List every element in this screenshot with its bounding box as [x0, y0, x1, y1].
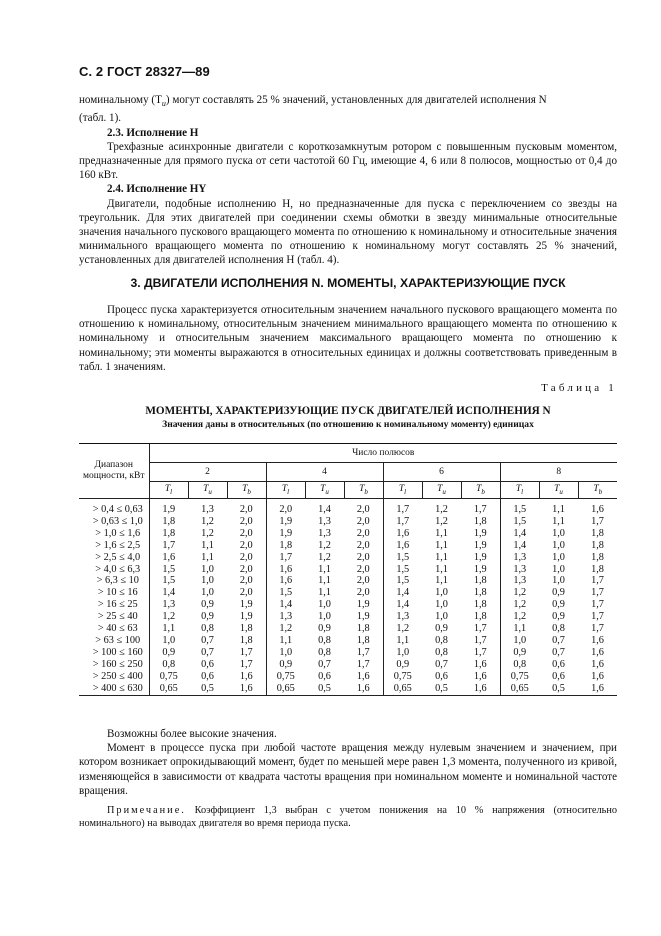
value-cell: 1,3 [318, 527, 331, 539]
value-cell: 1,0 [266, 647, 305, 659]
value-cell: 1,7 [473, 504, 487, 515]
value-cell: 1,2 [435, 504, 448, 515]
section-2-4-title: 2.4. Исполнение НY [107, 183, 207, 196]
intro-line-2: (табл. 1). [79, 112, 122, 125]
value-cell: 1,7 [356, 658, 370, 670]
table-row [79, 611, 617, 623]
value-cell: 0,65 [266, 683, 305, 695]
range-cell: > 4,0 ≤ 6,3 [95, 563, 141, 575]
page-header: С. 2 ГОСТ 28327—89 [79, 64, 210, 79]
value-cell: 1,1 [149, 623, 188, 635]
range-header-text: Диапазон мощности, кВт [83, 460, 145, 481]
value-cell: 0,65 [500, 683, 539, 695]
value-cell: 1,2 [435, 515, 448, 527]
value-cell: 1,8 [473, 611, 487, 623]
value-cell: 1,2 [500, 599, 539, 611]
value-cell: 1,6 [591, 658, 604, 670]
value-cell: 0,6 [201, 658, 214, 670]
value-cell: 1,5 [383, 564, 422, 576]
value-cell: 0,8 [552, 623, 565, 635]
symbol-subscript: u [442, 487, 446, 496]
symbol-header [305, 482, 344, 499]
poles-header [149, 444, 617, 463]
value-cell: 0,7 [201, 634, 214, 646]
value-cell: 1,7 [473, 634, 487, 646]
range-cell: > 100 ≤ 160 [92, 646, 143, 658]
value-cell: 1,9 [473, 563, 487, 575]
value-cell: 0,7 [552, 634, 565, 646]
value-cell: 1,5 [500, 499, 539, 516]
value-cell: 1,7 [591, 611, 604, 623]
symbol-subscript: b [364, 487, 368, 496]
value-cell: 1,6 [473, 658, 487, 670]
value-cell: 1,5 [500, 516, 539, 528]
higher-values-note: Возможны более высокие значения. [107, 728, 277, 740]
value-cell: 1,2 [383, 623, 422, 635]
value-cell: 2,0 [239, 504, 253, 515]
poles-2: 2 [149, 463, 266, 482]
value-cell: 1,0 [149, 635, 188, 647]
value-cell: 0,7 [552, 646, 565, 658]
value-cell: 0,5 [422, 683, 461, 695]
after-table-text [79, 727, 617, 830]
value-cell: 2,0 [239, 527, 253, 539]
value-cell: 1,6 [266, 575, 305, 587]
value-cell: 0,9 [266, 659, 305, 671]
value-cell: 1,3 [149, 599, 188, 611]
symbol-header [578, 482, 617, 499]
value-cell: 1,0 [201, 587, 214, 599]
value-cell: 1,6 [239, 670, 253, 682]
intro-continuation [79, 93, 617, 268]
symbol-subscript: u [325, 487, 329, 496]
value-cell: 1,0 [552, 563, 565, 575]
intro-line [79, 93, 617, 111]
start-torque-note: Момент в процессе пуска при любой частоте вращения между нулевым значением и значением, при котором возникает опрокидывающий момент, будет по меньшей мере равен 1,3 момента, полученного из кривой, изменяющейся в зависимости от квадрата частоты вращения при номинальном моменте и номинальной частоте вращения. [79, 742, 617, 797]
value-cell: 1,2 [318, 551, 331, 563]
symbol-main: T [320, 484, 326, 495]
value-cell: 0,5 [188, 683, 227, 695]
value-cell: 1,4 [500, 540, 539, 552]
value-cell: 1,7 [591, 515, 604, 527]
value-cell: 1,8 [473, 515, 487, 527]
symbol-subscript: b [481, 487, 485, 496]
symbol-main: T [437, 484, 443, 495]
value-cell: 1,1 [552, 515, 565, 527]
value-cell: 0,8 [318, 634, 331, 646]
value-cell: 2,0 [356, 504, 370, 515]
value-cell: 1,6 [461, 683, 500, 695]
value-cell: 1,2 [201, 527, 214, 539]
value-cell: 1,6 [227, 683, 266, 695]
value-cell: 0,6 [318, 670, 331, 682]
symbol-header [461, 482, 500, 499]
value-cell: 2,0 [239, 575, 253, 587]
value-cell: 0,6 [552, 670, 565, 682]
value-cell: 2,0 [266, 499, 305, 516]
value-cell: 2,0 [356, 563, 370, 575]
value-cell: 1,6 [591, 634, 604, 646]
value-cell: 0,9 [318, 623, 331, 635]
value-cell: 1,0 [552, 551, 565, 563]
range-cell: > 6,3 ≤ 10 [96, 575, 139, 587]
value-cell: 2,0 [356, 515, 370, 527]
value-cell: 0,8 [435, 646, 448, 658]
value-cell: 1,1 [435, 539, 448, 551]
range-cell: > 40 ≤ 63 [97, 623, 138, 635]
value-cell: 1,4 [266, 599, 305, 611]
symbol-main: T [515, 484, 522, 495]
range-cell: > 0,4 ≤ 0,63 [92, 504, 143, 515]
value-cell: 1,8 [149, 516, 188, 528]
value-cell: 1,2 [149, 611, 188, 623]
value-cell: 1,7 [473, 646, 487, 658]
symbol-subscript: l [170, 487, 173, 496]
range-cell: > 16 ≤ 25 [97, 599, 138, 611]
value-cell: 0,9 [201, 599, 214, 611]
value-cell: 1,1 [318, 587, 331, 599]
value-cell: 1,0 [552, 527, 565, 539]
value-cell: 1,0 [383, 647, 422, 659]
value-cell: 1,2 [201, 515, 214, 527]
remark [79, 804, 617, 830]
symbol-subscript: u [208, 487, 212, 496]
value-cell: 0,8 [435, 634, 448, 646]
value-cell: 0,6 [435, 670, 448, 682]
value-cell: 1,7 [591, 599, 604, 611]
value-cell: 1,6 [591, 646, 604, 658]
value-cell: 1,8 [239, 623, 253, 635]
value-cell: 1,5 [266, 587, 305, 599]
value-cell: 1,8 [239, 634, 253, 646]
value-cell: 1,0 [435, 599, 448, 611]
value-cell: 0,8 [149, 659, 188, 671]
value-cell: 0,5 [305, 683, 344, 695]
value-cell: 1,1 [201, 551, 214, 563]
range-cell: > 400 ≤ 630 [79, 683, 149, 695]
value-cell: 0,75 [266, 671, 305, 683]
value-cell: 1,8 [591, 551, 604, 563]
table-row [79, 599, 617, 611]
value-cell: 0,9 [201, 611, 214, 623]
symbol-subscript: l [404, 487, 407, 496]
symbol-main: T [281, 484, 288, 495]
value-cell: 0,8 [500, 659, 539, 671]
value-cell: 0,9 [149, 647, 188, 659]
value-cell: 1,7 [591, 575, 604, 587]
table-title: МОМЕНТЫ, ХАРАКТЕРИЗУЮЩИЕ ПУСК ДВИГАТЕЛЕЙ ИСПОЛНЕНИЯ N [145, 405, 551, 417]
value-cell: 2,0 [356, 575, 370, 587]
symbol-main: T [242, 484, 248, 495]
table-row [79, 499, 617, 516]
range-cell: > 250 ≤ 400 [92, 670, 143, 682]
value-cell: 1,1 [383, 635, 422, 647]
value-cell: 1,7 [591, 623, 604, 635]
poles-6: 6 [383, 463, 500, 482]
range-cell: > 25 ≤ 40 [97, 611, 138, 623]
value-cell: 0,75 [149, 671, 188, 683]
value-cell: 1,2 [500, 611, 539, 623]
symbol-main: T [476, 484, 482, 495]
value-cell: 1,9 [239, 611, 253, 623]
value-cell: 1,5 [149, 575, 188, 587]
value-cell: 1,0 [552, 575, 565, 587]
value-cell: 0,9 [552, 611, 565, 623]
poles-4: 4 [266, 463, 383, 482]
value-cell: 1,0 [552, 539, 565, 551]
range-cell: > 10 ≤ 16 [97, 587, 138, 599]
value-cell: 1,6 [344, 683, 383, 695]
value-cell: 0,5 [539, 683, 578, 695]
value-cell: 1,4 [318, 504, 331, 515]
symbol-subscript: b [598, 487, 603, 496]
value-cell: 1,9 [266, 516, 305, 528]
value-cell: 0,65 [383, 683, 422, 695]
value-cell: 0,7 [318, 658, 331, 670]
value-cell: 1,8 [266, 540, 305, 552]
value-cell: 1,0 [318, 611, 331, 623]
value-cell: 1,9 [473, 551, 487, 563]
value-cell: 2,0 [356, 527, 370, 539]
value-cell: 1,0 [435, 611, 448, 623]
value-cell: 1,8 [473, 599, 487, 611]
value-cell: 2,0 [356, 587, 370, 599]
value-cell: 1,1 [435, 575, 448, 587]
range-cell: > 0,63 ≤ 1,0 [92, 515, 143, 527]
table-subtitle: Значения даны в относительных (по отношению к номинальному моменту) единицах [162, 419, 534, 430]
value-cell: 0,6 [201, 670, 214, 682]
range-cell: > 1,6 ≤ 2,5 [95, 539, 141, 551]
value-cell: 1,3 [500, 564, 539, 576]
value-cell: 1,6 [356, 670, 370, 682]
symbol-main: T [398, 484, 405, 495]
intro-subscript: u [161, 99, 166, 109]
value-cell: 1,2 [318, 539, 331, 551]
value-cell: 1,8 [356, 623, 370, 635]
value-cell: 1,1 [435, 563, 448, 575]
value-cell: 1,5 [383, 552, 422, 564]
symbol-header [188, 482, 227, 499]
value-cell: 0,75 [500, 671, 539, 683]
value-cell: 1,4 [383, 587, 422, 599]
range-cell: > 160 ≤ 250 [92, 658, 143, 670]
value-cell: 0,8 [201, 623, 214, 635]
value-cell: 2,0 [356, 539, 370, 551]
section-2-3-title: 2.3. Исполнение Н [107, 126, 199, 139]
value-cell: 1,2 [500, 587, 539, 599]
range-cell: > 1,0 ≤ 1,6 [95, 527, 141, 539]
value-cell: 1,9 [473, 539, 487, 551]
value-cell: 0,7 [201, 646, 214, 658]
value-cell: 2,0 [239, 563, 253, 575]
value-cell: 1,3 [500, 575, 539, 587]
table-row [79, 623, 617, 635]
value-cell: 1,1 [500, 623, 539, 635]
table-row [79, 516, 617, 528]
value-cell: 1,7 [383, 499, 422, 516]
value-cell: 1,9 [266, 528, 305, 540]
value-cell: 0,9 [500, 647, 539, 659]
value-cell: 1,1 [266, 635, 305, 647]
value-cell: 1,8 [473, 587, 487, 599]
table-row [79, 528, 617, 540]
value-cell: 1,8 [356, 634, 370, 646]
value-cell: 1,9 [356, 599, 370, 611]
value-cell: 1,7 [149, 540, 188, 552]
value-cell: 1,7 [383, 516, 422, 528]
value-cell: 1,6 [578, 683, 617, 695]
value-cell: 2,0 [239, 587, 253, 599]
value-cell: 0,8 [318, 646, 331, 658]
value-cell: 1,9 [149, 499, 188, 516]
value-cell: 0,9 [435, 623, 448, 635]
value-cell: 1,8 [591, 527, 604, 539]
table-row [79, 564, 617, 576]
value-cell: 1,9 [356, 611, 370, 623]
range-header [79, 444, 149, 499]
value-cell: 1,5 [149, 564, 188, 576]
table-row [79, 587, 617, 599]
value-cell: 0,65 [149, 683, 188, 695]
symbol-header [149, 482, 188, 499]
symbol-subscript: l [287, 487, 290, 496]
section-3-title: 3. ДВИГАТЕЛИ ИСПОЛНЕНИЯ N. МОМЕНТЫ, ХАРАКТЕРИЗУЮЩИЕ ПУСК [130, 276, 566, 290]
torque-table [79, 443, 617, 696]
value-cell: 0,9 [383, 659, 422, 671]
table-row [79, 683, 617, 695]
symbol-main: T [593, 484, 599, 495]
value-cell: 1,0 [318, 599, 331, 611]
value-cell: 1,8 [149, 528, 188, 540]
value-cell: 1,7 [239, 658, 253, 670]
section-3-text: Процесс пуска характеризуется относительным значением начального пускового вращающего момента по отношению к номинальному, относительным значением минимального вращающего момента по отношению к номинальному и относительным значением максимального вращающего момента по отношению к номинальному; эти моменты выражаются в относительных единицах и должны соответствовать приведенным в табл. 1 значениям. [79, 304, 617, 373]
value-cell: 1,1 [552, 504, 565, 515]
table-row [79, 671, 617, 683]
value-cell: 1,3 [383, 611, 422, 623]
value-cell: 1,1 [318, 575, 331, 587]
value-cell: 1,1 [435, 527, 448, 539]
symbol-header [227, 482, 266, 499]
value-cell: 1,9 [239, 599, 253, 611]
value-cell: 1,6 [383, 528, 422, 540]
value-cell: 1,4 [383, 599, 422, 611]
value-cell: 0,6 [552, 658, 565, 670]
value-cell: 2,0 [239, 515, 253, 527]
value-cell: 1,7 [356, 646, 370, 658]
range-cell: > 2,5 ≤ 4,0 [95, 551, 141, 563]
section-2-4-text: Двигатели, подобные исполнению Н, но предназначенные для пуска с переключением со звезды на треугольник. Для этих двигателей при соединении схемы обмотки в звезду минимальные относительные значения начального пускового вращающего момента по отношению к номинальному и относительные значения минимального вращающего момента по отношению к номинальному могут составлять 25 % значений, установленных для двигателей исполнения Н (табл. 4). [79, 197, 617, 267]
value-cell: 1,0 [500, 635, 539, 647]
value-cell: 1,8 [591, 539, 604, 551]
value-cell: 1,2 [266, 623, 305, 635]
table-row [79, 659, 617, 671]
value-cell: 1,3 [201, 504, 214, 515]
value-cell: 2,0 [239, 551, 253, 563]
value-cell: 1,7 [473, 623, 487, 635]
value-cell: 0,7 [435, 658, 448, 670]
value-cell: 1,0 [201, 575, 214, 587]
symbol-subscript: u [559, 487, 563, 496]
symbol-header [422, 482, 461, 499]
value-cell: 1,7 [239, 646, 253, 658]
symbol-header [500, 482, 539, 499]
value-cell: 1,1 [435, 551, 448, 563]
value-cell: 1,9 [473, 527, 487, 539]
symbol-main: T [203, 484, 209, 495]
symbol-header [266, 482, 305, 499]
section-3-body [79, 303, 617, 374]
symbol-subscript: b [247, 487, 251, 496]
value-cell: 1,8 [591, 563, 604, 575]
remark-label: Примечание. [107, 805, 186, 817]
intro-text: номинальному (T [79, 94, 162, 106]
table-label: Таблица 1 [541, 382, 617, 394]
value-cell: 1,7 [591, 587, 604, 599]
symbol-header [344, 482, 383, 499]
value-cell: 2,0 [356, 551, 370, 563]
value-cell: 1,6 [591, 670, 604, 682]
value-cell: 1,3 [266, 611, 305, 623]
value-cell: 1,6 [266, 564, 305, 576]
poles-header-text: Число полюсов [352, 448, 415, 458]
value-cell: 1,4 [500, 528, 539, 540]
remark-text: Коэффициент 1,3 выбран с учетом понижения на 10 % напряжения (относительно номинального) на выводах двигателя во время периода пуска. [79, 805, 617, 830]
value-cell: 1,0 [201, 563, 214, 575]
symbol-main: T [554, 484, 560, 495]
value-cell: 1,3 [318, 515, 331, 527]
value-cell: 1,4 [149, 587, 188, 599]
symbol-main: T [164, 484, 171, 495]
poles-8: 8 [500, 463, 617, 482]
value-cell: 1,3 [500, 552, 539, 564]
value-cell: 1,6 [383, 540, 422, 552]
table-row [79, 647, 617, 659]
table-row [79, 635, 617, 647]
value-cell: 1,0 [435, 587, 448, 599]
symbol-header [539, 482, 578, 499]
value-cell: 1,1 [201, 539, 214, 551]
value-cell: 0,75 [383, 671, 422, 683]
table-row [79, 552, 617, 564]
intro-text-rest: ) могут составлять 25 % значений, установленных для двигателей исполнения N [165, 94, 547, 106]
value-cell: 1,7 [266, 552, 305, 564]
section-2-3-text: Трехфазные асинхронные двигатели с короткозамкнутым ротором с повышенным пусковым моментом, предназначенные для прямого пуска от сети частотой 60 Гц, имеющие 4, 6 или 8 полюсов, мощностью от 0,4 до 160 кВт. [79, 140, 617, 182]
value-cell: 1,6 [473, 670, 487, 682]
table-row [79, 575, 617, 587]
value-cell: 1,8 [473, 575, 487, 587]
value-cell: 1,6 [149, 552, 188, 564]
value-cell: 0,9 [552, 587, 565, 599]
symbol-header [383, 482, 422, 499]
value-cell: 1,1 [318, 563, 331, 575]
table-row [79, 540, 617, 552]
range-cell: > 63 ≤ 100 [95, 634, 141, 646]
value-cell: 0,9 [552, 599, 565, 611]
symbol-main: T [359, 484, 365, 495]
value-cell: 2,0 [239, 539, 253, 551]
value-cell: 1,5 [383, 575, 422, 587]
symbol-subscript: l [521, 487, 524, 496]
value-cell: 1,6 [591, 504, 604, 515]
